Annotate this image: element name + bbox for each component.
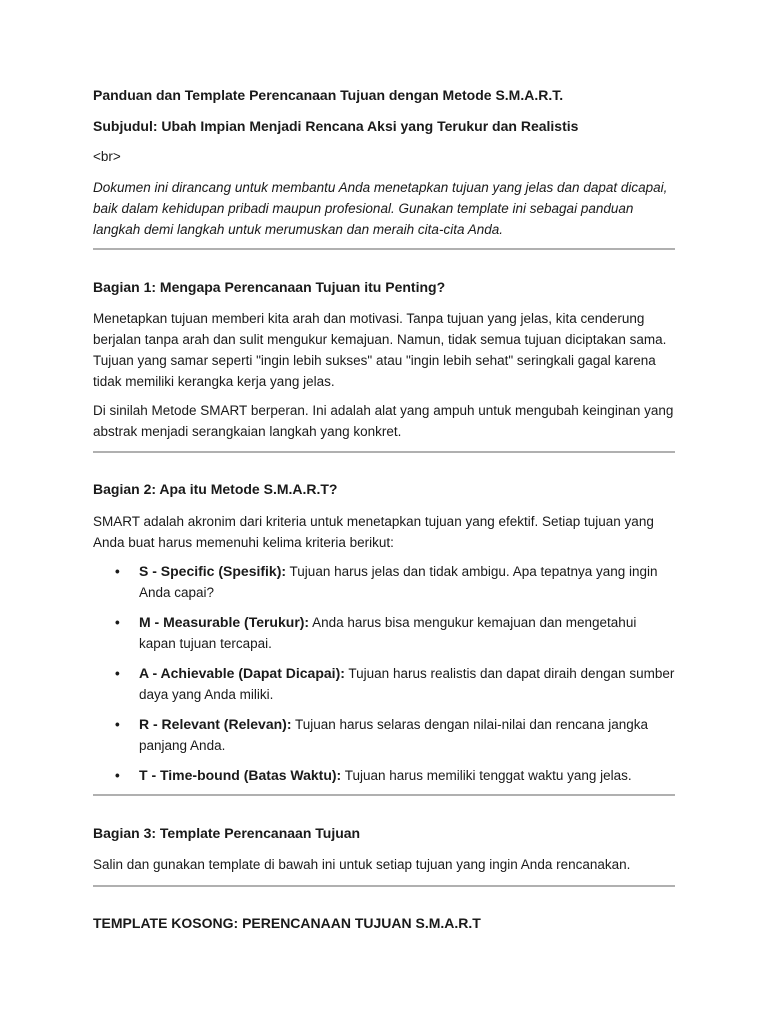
- section-1-paragraph-1: Menetapkan tujuan memberi kita arah dan motivasi. Tanpa tujuan yang jelas, kita cenderung berjalan tanpa arah dan sulit mengukur kemajuan. Namun, tidak semua tujuan diciptakan sama. Tujuan yang samar seperti "ingin lebih sukses" atau "ingin lebih sehat" seringkali gagal karena tidak memiliki kerangka kerja yang jelas.: [93, 311, 667, 389]
- section-2-paragraph: SMART adalah akronim dari kriteria untuk menetapkan tujuan yang efektif. Setiap tujuan yang Anda buat harus memenuhi kelima kriteria berikut:: [93, 514, 654, 550]
- divider-4: [93, 885, 675, 887]
- bullet: •: [115, 666, 120, 681]
- list-item-specific: [93, 561, 676, 603]
- intro-paragraph: Dokumen ini dirancang untuk membantu Anda menetapkan tujuan yang jelas dan dapat dicapai, baik dalam kehidupan pribadi maupun profesional. Gunakan template ini sebagai panduan langkah demi langkah untuk merumuskan dan meraih cita-cita Anda.: [93, 180, 668, 237]
- section-3-paragraph: Salin dan gunakan template di bawah ini untuk setiap tujuan yang ingin Anda rencanakan.: [93, 857, 631, 872]
- divider-2: [93, 451, 675, 453]
- divider-1: [93, 248, 675, 250]
- list-item-time-bound: [93, 765, 676, 786]
- criteria-description: Tujuan harus jelas dan tidak ambigu. Apa tepatnya yang ingin Anda capai?: [139, 564, 658, 600]
- criteria-term: T - Time-bound (Batas Waktu):: [139, 767, 342, 783]
- criteria-term: M - Measurable (Terukur):: [139, 614, 310, 630]
- bullet: •: [115, 768, 120, 783]
- section-2-heading: Bagian 2: Apa itu Metode S.M.A.R.T?: [93, 481, 338, 497]
- document-subtitle: Subjudul: Ubah Impian Menjadi Rencana Aksi yang Terukur dan Realistis: [93, 118, 579, 134]
- divider-3: [93, 794, 675, 796]
- criteria-description: Tujuan harus realistis dan dapat diraih dengan sumber daya yang Anda miliki.: [139, 666, 675, 702]
- list-item-achievable: [93, 663, 676, 705]
- bullet: •: [115, 615, 120, 630]
- section-1-heading: Bagian 1: Mengapa Perencanaan Tujuan itu Penting?: [93, 279, 446, 295]
- list-item-relevant: [93, 714, 676, 756]
- section-3-heading: Bagian 3: Template Perencanaan Tujuan: [93, 825, 361, 841]
- list-item-measurable: [93, 612, 676, 654]
- literal-br-text: <br>: [93, 149, 121, 164]
- criteria-description: Anda harus bisa mengukur kemajuan dan mengetahui kapan tujuan tercapai.: [139, 615, 637, 651]
- smart-criteria-list: [93, 561, 676, 795]
- criteria-term: A - Achievable (Dapat Dicapai):: [139, 665, 345, 681]
- criteria-description: Tujuan harus memiliki tenggat waktu yang jelas.: [341, 768, 632, 783]
- template-heading: TEMPLATE KOSONG: PERENCANAAN TUJUAN S.M.A.R.T: [93, 915, 481, 931]
- bullet: •: [115, 564, 120, 579]
- document-title: Panduan dan Template Perencanaan Tujuan dengan Metode S.M.A.R.T.: [93, 87, 564, 103]
- criteria-description: Tujuan harus selaras dengan nilai-nilai dan rencana jangka panjang Anda.: [139, 717, 648, 753]
- section-1-paragraph-2: Di sinilah Metode SMART berperan. Ini adalah alat yang ampuh untuk mengubah keinginan yang abstrak menjadi serangkaian langkah yang konkret.: [93, 403, 674, 439]
- criteria-term: R - Relevant (Relevan):: [139, 716, 292, 732]
- criteria-term: S - Specific (Spesifik):: [139, 563, 287, 579]
- bullet: •: [115, 717, 120, 732]
